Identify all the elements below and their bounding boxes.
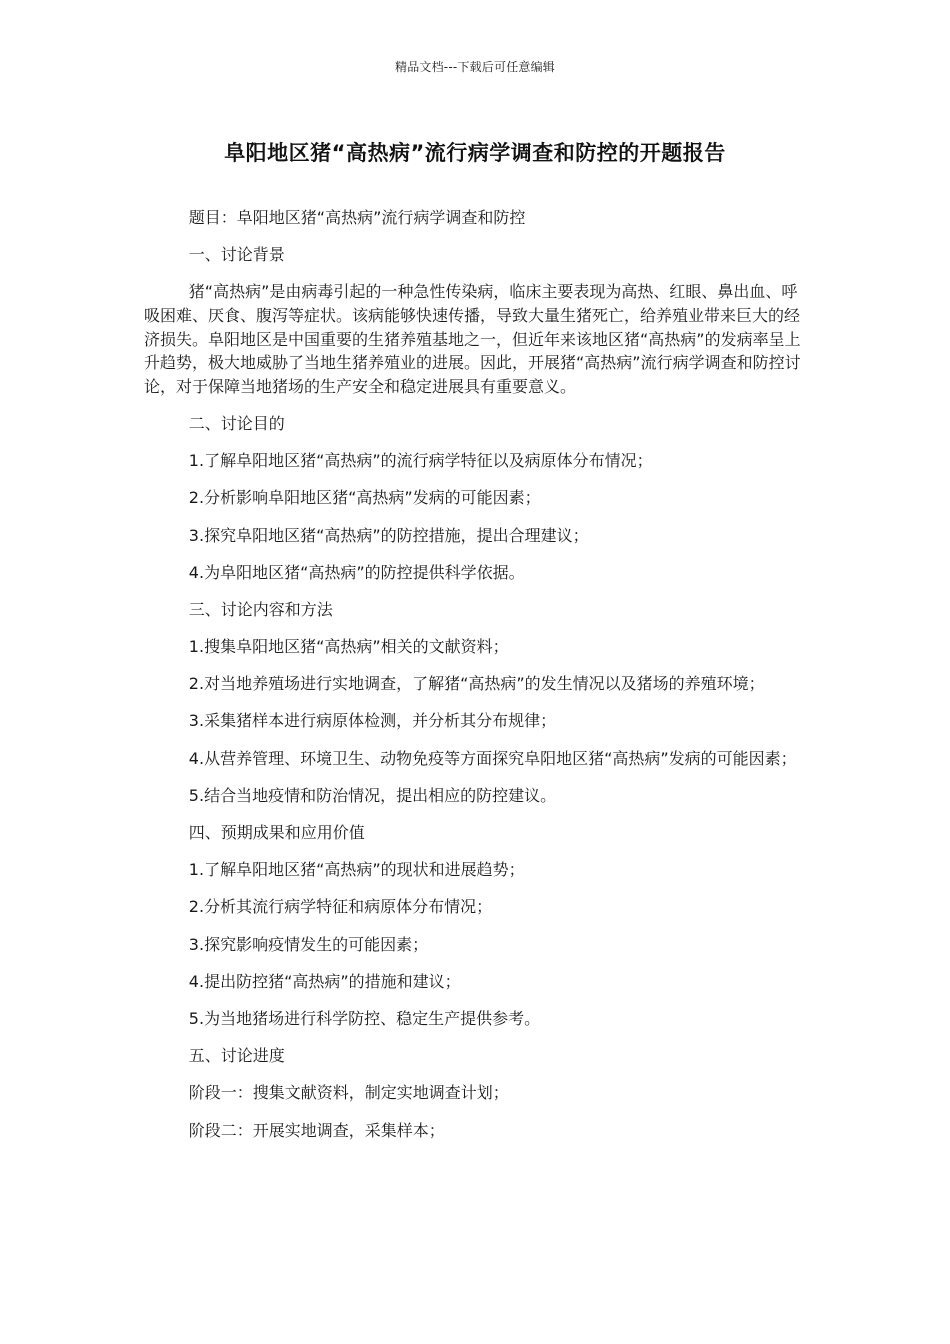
methods-item: 4.从营养管理、环境卫生、动物免疫等方面探究阜阳地区猪“高热病”发病的可能因素；: [188, 748, 797, 768]
schedule-item: 阶段二：开展实地调查，采集样本；: [188, 1120, 445, 1140]
methods-item: 1.搜集阜阳地区猪“高热病”相关的文献资料；: [188, 637, 509, 657]
purpose-item: 2.分析影响阜阳地区猪“高热病”发病的可能因素；: [188, 488, 541, 508]
section-heading-purpose: 二、讨论目的: [188, 413, 285, 433]
section-heading-background: 一、讨论背景: [188, 245, 285, 265]
outcomes-item: 2.分析其流行病学特征和病原体分布情况；: [188, 897, 493, 917]
purpose-item: 4.为阜阳地区猪“高热病”的防控提供科学依据。: [188, 562, 525, 582]
methods-item: 5.结合当地疫情和防治情况，提出相应的防控建议。: [188, 785, 557, 805]
header-note: 精品文档---下载后可任意编辑: [395, 60, 555, 74]
methods-item: 2.对当地养殖场进行实地调查，了解猪“高热病”的发生情况以及猪场的养殖环境；: [188, 674, 765, 694]
background-paragraph: 猪“高热病”是由病毒引起的一种急性传染病，临床主要表现为高热、红眼、鼻出血、呼吸困难、厌食、腹泻等症状。该病能够快速传播，导致大量生猪死亡，给养殖业带来巨大的经济损失。阜阳地区是中国重要的生猪养殖基地之一，但近年来该地区猪“高热病”的发病率呈上升趋势，极大地威胁了当地生猪养殖业的进展。因此，开展猪“高热病”流行病学调查和防控讨论，对于保障当地猪场的生产安全和稳定进展具有重要意义。: [144, 282, 801, 396]
outcomes-item: 5.为当地猪场进行科学防控、稳定生产提供参考。: [188, 1008, 541, 1028]
purpose-item: 3.探究阜阳地区猪“高热病”的防控措施，提出合理建议；: [188, 525, 589, 545]
document-title: 阜阳地区猪“高热病”流行病学调查和防控的开题报告: [224, 141, 726, 165]
methods-item: 3.采集猪样本进行病原体检测，并分析其分布规律；: [188, 711, 557, 731]
outcomes-item: 1.了解阜阳地区猪“高热病”的现状和进展趋势；: [188, 860, 525, 880]
section-heading-outcomes: 四、预期成果和应用价值: [188, 823, 365, 842]
section-heading-schedule: 五、讨论进度: [188, 1046, 285, 1066]
purpose-item: 1.了解阜阳地区猪“高热病”的流行病学特征以及病原体分布情况；: [188, 451, 653, 471]
outcomes-item: 4.提出防控猪“高热病”的措施和建议；: [188, 971, 461, 991]
section-heading-methods: 三、讨论内容和方法: [188, 599, 333, 619]
topic-line: 题目：阜阳地区猪“高热病”流行病学调查和防控: [188, 208, 526, 227]
document-body: [144, 206, 806, 1156]
outcomes-item: 3.探究影响疫情发生的可能因素；: [188, 934, 429, 954]
schedule-item: 阶段一：搜集文献资料，制定实地调查计划；: [188, 1083, 509, 1103]
